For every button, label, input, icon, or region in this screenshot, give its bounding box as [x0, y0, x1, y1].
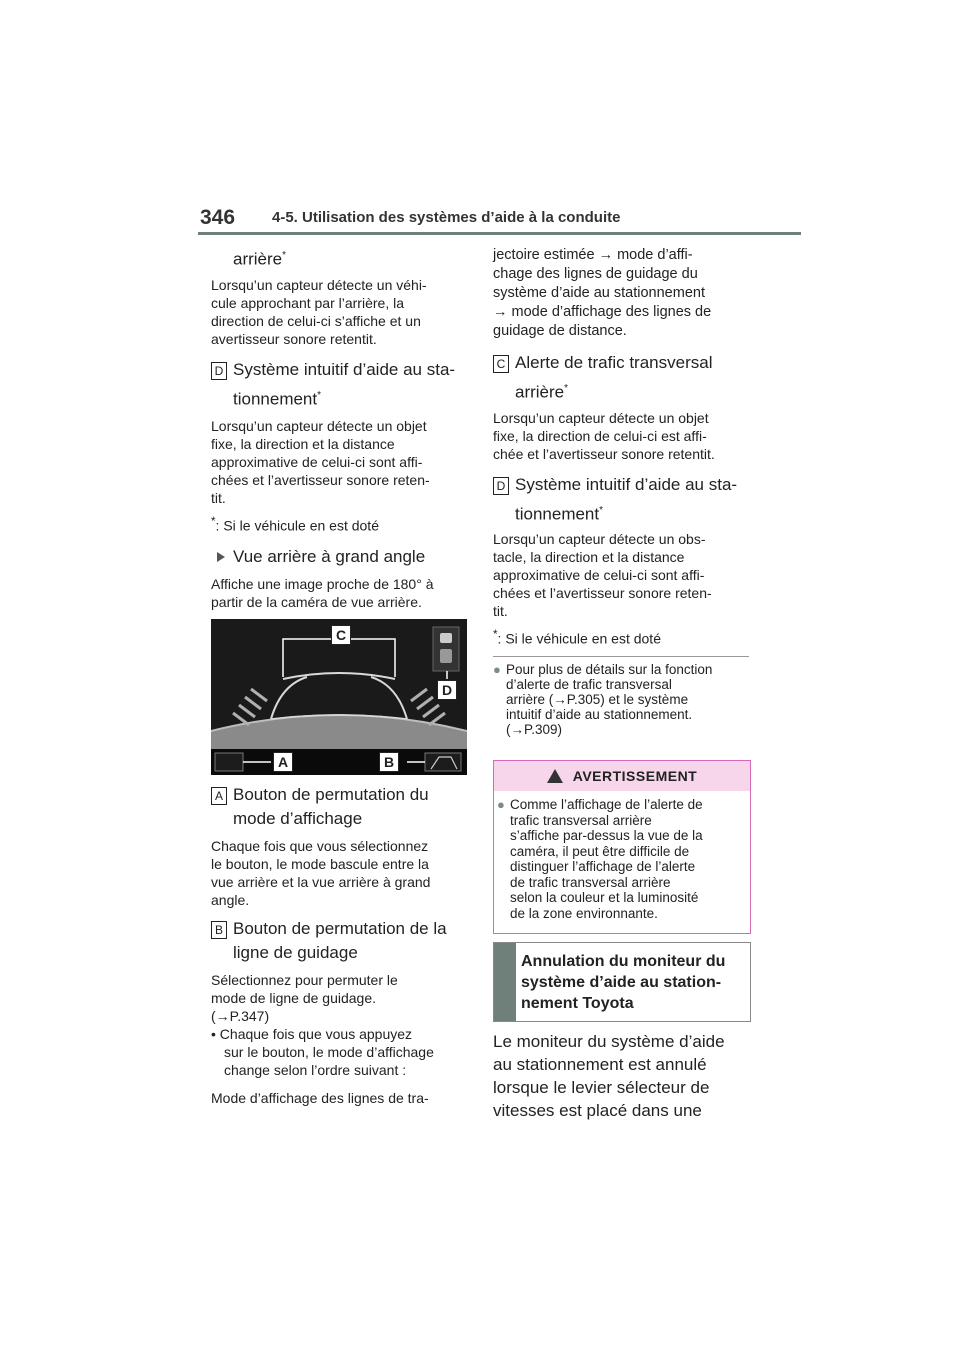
text-line: Chaque fois que vous sélectionnez: [211, 838, 429, 854]
right-column: [493, 246, 748, 648]
footnote-text: : Si le véhicule en est doté: [497, 630, 661, 647]
text-line: Comme l’affichage de l’alerte de: [510, 797, 703, 812]
text-line: approximative de celui-ci sont affi-: [211, 454, 423, 471]
paragraph-guide-line: [211, 971, 466, 1025]
footnote-text: : Si le véhicule en est doté: [215, 517, 379, 534]
badge-b: B: [211, 921, 227, 939]
warning-body: [494, 791, 750, 921]
text-line: tit.: [211, 490, 226, 507]
text-line: le bouton, le mode bascule entre la: [211, 856, 429, 872]
text-line: direction de celui-ci s’affiche et un: [211, 312, 421, 329]
text-line: approximative de celui-ci sont affi-: [493, 567, 705, 584]
badge-d: D: [493, 477, 509, 495]
callout-d: D: [437, 680, 457, 700]
heading-line: Annulation du moniteur du: [521, 953, 726, 970]
text-line: caméra, il peut être difficile de: [510, 843, 690, 859]
badge-d: D: [211, 362, 227, 380]
page-number: 346: [200, 206, 236, 229]
text-line: mode de ligne de guidage.: [211, 990, 377, 1006]
text-line: lorsque le levier sélecteur de: [493, 1078, 710, 1097]
warning-box: [493, 760, 751, 934]
text-line: • Chaque fois que vous appuyez: [211, 1026, 413, 1042]
warning-triangle-icon: [547, 769, 563, 783]
text-line: partir de la caméra de vue arrière.: [211, 593, 422, 610]
heading-b: [211, 917, 466, 965]
text-line: s’affiche par-dessus la vue de la: [510, 828, 703, 843]
text-line: selon la couleur et la luminosité: [510, 890, 699, 905]
heading-line: ligne de guidage: [233, 943, 358, 962]
heading-wide-angle: [211, 545, 466, 569]
section-title: 4-5. Utilisation des systèmes d’aide à la conduite: [272, 209, 621, 226]
text-line: Lorsqu’un capteur détecte un objet: [493, 409, 709, 426]
paragraph-wide-angle: [211, 575, 466, 611]
text-line: fixe, la direction et la distance: [211, 436, 395, 453]
text-line: distinguer l’affichage de l’alerte: [510, 859, 696, 874]
camera-view-figure: [211, 619, 467, 775]
paragraph-display-mode: [211, 837, 466, 909]
heading-line: Alerte de trafic transversal: [515, 353, 713, 372]
bullet-list: [211, 1025, 466, 1079]
text-line: chées et l’avertisseur sonore reten-: [493, 585, 712, 602]
warning-bullet-icon: ●: [497, 797, 505, 812]
heading-line: arrière: [515, 382, 565, 402]
paragraph-ipa-right: [493, 530, 748, 620]
heading-line: tionnement: [515, 504, 600, 524]
text-line: fixe, la direction de celui-ci est affi-: [493, 427, 707, 444]
badge-a: A: [211, 787, 227, 805]
paragraph-mode-order: Mode d’affichage des lignes de tra-: [211, 1090, 429, 1106]
triangle-bullet-icon: [217, 552, 225, 562]
section-heading-box: [493, 942, 751, 1022]
text-line: chage des lignes de guidage du: [493, 266, 698, 282]
heading-line: Système intuitif d’aide au sta-: [515, 474, 738, 494]
text-line: vitesses est placé dans une: [493, 1101, 702, 1120]
text-line: Lorsqu’un capteur détecte un véhi-: [211, 276, 427, 293]
text-line: Sélectionnez pour permuter le: [211, 972, 398, 988]
footnote-right: [493, 626, 748, 648]
text-line: tacle, la direction et la distance: [493, 549, 685, 566]
text-line: trafic transversal arrière: [510, 812, 652, 828]
text-line: avertisseur sonore retentit.: [211, 330, 377, 347]
text-line: (→P.347): [211, 1008, 270, 1024]
heading-line: nement Toyota: [521, 995, 634, 1012]
text-line: sur le bouton, le mode d’affichage: [224, 1044, 434, 1060]
paragraph-rcta: [211, 276, 466, 348]
text-line: au stationnement est annulé: [493, 1055, 707, 1074]
text-line: tit.: [493, 603, 508, 620]
asterisk: *: [211, 515, 216, 529]
text-line: guidage de distance.: [493, 323, 627, 339]
note-separator: [493, 656, 749, 657]
asterisk: *: [317, 389, 322, 401]
heading-accent-bar: [494, 943, 516, 1021]
note-block: [493, 662, 749, 737]
text-line: de trafic transversal arrière: [510, 874, 671, 890]
note-bullet-icon: ●: [493, 662, 501, 677]
text-line: (→P.309): [506, 722, 563, 737]
text-line: Le moniteur du système d’aide: [493, 1032, 725, 1051]
body-paragraph: [493, 1030, 753, 1122]
heading-d: [211, 358, 466, 412]
text-line: système d’aide au stationnement: [493, 285, 705, 301]
text-line: Pour plus de détails sur la fonction: [506, 662, 713, 677]
text-line: → mode d’affichage des lignes de: [493, 304, 712, 320]
text-line: cule approchant par l’arrière, la: [211, 294, 404, 311]
header-rule: [198, 232, 801, 235]
heading-line: système d’aide au station-: [521, 974, 722, 991]
text-line: chées et l’avertisseur sonore reten-: [211, 472, 430, 489]
heading-d-right: [493, 473, 748, 527]
text-line: Lorsqu’un capteur détecte un obs-: [493, 531, 706, 548]
text-line: vue arrière et la vue arrière à grand: [211, 874, 431, 890]
text-line: chée et l’avertisseur sonore retentit.: [493, 445, 715, 462]
text-line: angle.: [211, 892, 250, 908]
text-line: intuitif d’aide au stationnement.: [506, 707, 693, 722]
heading-text: Vue arrière à grand angle: [233, 546, 426, 566]
heading-line: tionnement: [233, 389, 318, 409]
left-column-lower: [211, 783, 466, 1107]
section-heading: [521, 951, 725, 1014]
heading-line: Système intuitif d’aide au sta-: [233, 359, 456, 379]
callout-c: C: [331, 625, 351, 645]
text-line: Lorsqu’un capteur détecte un objet: [211, 418, 427, 435]
text-line: change selon l’ordre suivant :: [224, 1062, 407, 1078]
warning-header: [494, 761, 750, 791]
callout-a: A: [273, 752, 293, 772]
heading-a: [211, 783, 466, 831]
paragraph-mode-order-cont: [493, 246, 748, 341]
asterisk: *: [282, 250, 287, 261]
text-line: de la zone environnante.: [510, 905, 658, 921]
paragraph-rcta-right: [493, 409, 748, 463]
badge-c: C: [493, 355, 509, 373]
asterisk: *: [599, 504, 604, 516]
callout-b: B: [379, 752, 399, 772]
asterisk: *: [493, 628, 498, 642]
asterisk: *: [564, 383, 569, 394]
heading-line: Bouton de permutation de la: [233, 919, 447, 938]
text-line: Affiche une image proche de 180° à: [211, 575, 434, 592]
heading-arriere: [211, 244, 466, 272]
heading-text: arrière: [233, 249, 283, 269]
footnote: [211, 513, 466, 535]
left-column: [211, 244, 466, 611]
paragraph-ipa: [211, 417, 466, 507]
heading-line: Bouton de permutation du: [233, 785, 429, 804]
heading-line: mode d’affichage: [233, 809, 363, 828]
text-line: jectoire estimée → mode d’affi-: [493, 247, 693, 263]
warning-title: AVERTISSEMENT: [572, 768, 698, 784]
heading-c: [493, 351, 748, 405]
text-line: arrière (→P.305) et le système: [506, 692, 689, 707]
text-line: d’alerte de trafic transversal: [506, 677, 672, 692]
